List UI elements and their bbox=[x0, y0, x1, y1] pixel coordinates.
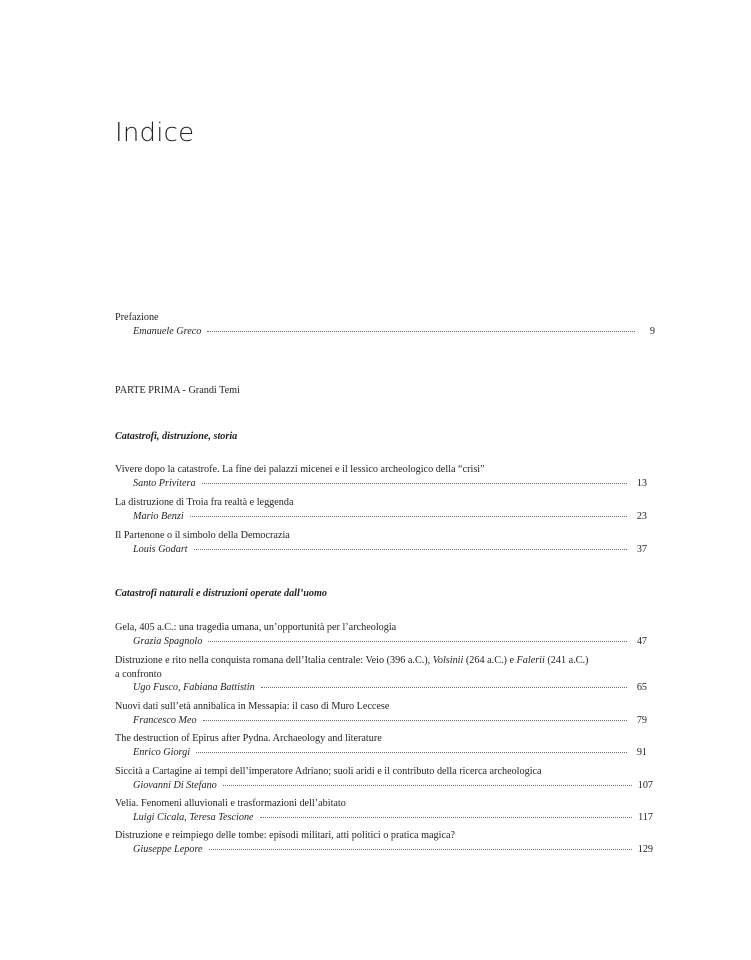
entry-title: Velia. Fenomeni alluvionali e trasformazioni dell’abitato bbox=[115, 798, 346, 809]
entry-title: Vivere dopo la catastrofe. La fine dei palazzi micenei e il lessico archeologico della “crisi” bbox=[115, 464, 485, 475]
dot-leader bbox=[203, 720, 627, 721]
toc-entry[interactable] bbox=[115, 654, 647, 695]
toc-entry[interactable] bbox=[115, 529, 647, 556]
entry-title: Il Partenone o il simbolo della Democrazia bbox=[115, 530, 290, 541]
dot-leader bbox=[208, 641, 627, 642]
toc-entry-preface[interactable] bbox=[115, 311, 655, 338]
entry-page: 23 bbox=[636, 510, 647, 522]
dot-leader bbox=[260, 817, 633, 818]
entry-author: Luigi Cicala, Teresa Tescione bbox=[133, 811, 254, 823]
title-italic: Falerii bbox=[516, 655, 545, 666]
entry-author: Ugo Fusco, Fabiana Battistin bbox=[133, 682, 255, 693]
entry-title: Nuovi dati sull’età annibalica in Messapia: il caso di Muro Leccese bbox=[115, 701, 390, 712]
page-title: Indice bbox=[115, 118, 195, 148]
entry-author: Grazia Spagnolo bbox=[133, 635, 203, 647]
entry-title: Siccità a Cartagine ai tempi dell’imperatore Adriano; suoli aridi e il contributo della ricerca archeologica bbox=[115, 766, 542, 777]
toc-entry[interactable] bbox=[115, 496, 647, 523]
toc-entry[interactable] bbox=[115, 700, 647, 727]
entry-author: Mario Benzi bbox=[133, 510, 184, 522]
entry-page: 129 bbox=[637, 843, 653, 855]
toc-entry[interactable] bbox=[115, 621, 647, 648]
entry-title: La distruzione di Troia fra realtà e leggenda bbox=[115, 497, 294, 508]
section-heading: Catastrofi naturali e distruzioni operate dall’uomo bbox=[115, 588, 327, 599]
title-text: (264 a.C.) e bbox=[463, 655, 517, 666]
toc-entry[interactable] bbox=[115, 829, 653, 856]
entry-page: 107 bbox=[637, 779, 653, 791]
entry-author: Giuseppe Lepore bbox=[133, 843, 203, 855]
entry-title bbox=[115, 654, 647, 668]
entry-page: 47 bbox=[636, 635, 647, 647]
part-heading: PARTE PRIMA - Grandi Temi bbox=[115, 385, 240, 396]
entry-page: 13 bbox=[636, 477, 647, 489]
entry-title: Prefazione bbox=[115, 312, 159, 323]
section-heading: Catastrofi, distruzione, storia bbox=[115, 431, 238, 442]
toc-entry[interactable] bbox=[115, 765, 653, 792]
entry-title: Distruzione e reimpiego delle tombe: episodi militari, atti politici o pratica magica? bbox=[115, 830, 456, 841]
entry-page: 37 bbox=[636, 543, 647, 555]
dot-leader bbox=[202, 483, 627, 484]
toc-entry[interactable] bbox=[115, 463, 647, 490]
dot-leader bbox=[196, 752, 627, 753]
entry-author: Emanuele Greco bbox=[133, 325, 202, 337]
toc-entry[interactable] bbox=[115, 732, 647, 759]
dot-leader bbox=[207, 331, 635, 332]
entry-title: Gela, 405 a.C.: una tragedia umana, un’opportunità per l’archeologia bbox=[115, 622, 397, 633]
entry-page: 65 bbox=[636, 682, 647, 693]
entry-author: Santo Privitera bbox=[133, 477, 196, 489]
dot-leader bbox=[261, 687, 627, 688]
entry-title-continued: a confronto bbox=[115, 668, 162, 680]
dot-leader bbox=[190, 516, 627, 517]
title-text: Distruzione e rito nella conquista romana dell’Italia centrale: Veio (396 a.C.), bbox=[115, 655, 433, 666]
dot-leader bbox=[223, 785, 632, 786]
entry-author: Francesco Meo bbox=[133, 714, 197, 726]
entry-page: 117 bbox=[638, 811, 653, 823]
dot-leader bbox=[194, 549, 627, 550]
entry-author: Louis Godart bbox=[133, 543, 188, 555]
entry-title: The destruction of Epirus after Pydna. Archaeology and literature bbox=[115, 733, 382, 744]
entry-page: 79 bbox=[636, 714, 647, 726]
entry-page: 9 bbox=[649, 325, 655, 337]
toc-entry[interactable] bbox=[115, 797, 653, 824]
title-text: (241 a.C.) bbox=[544, 655, 589, 666]
title-italic: Volsinii bbox=[432, 655, 464, 666]
entry-page: 91 bbox=[636, 746, 647, 758]
entry-author: Enrico Giorgi bbox=[133, 746, 191, 758]
dot-leader bbox=[209, 849, 632, 850]
entry-author: Giovanni Di Stefano bbox=[133, 779, 217, 791]
